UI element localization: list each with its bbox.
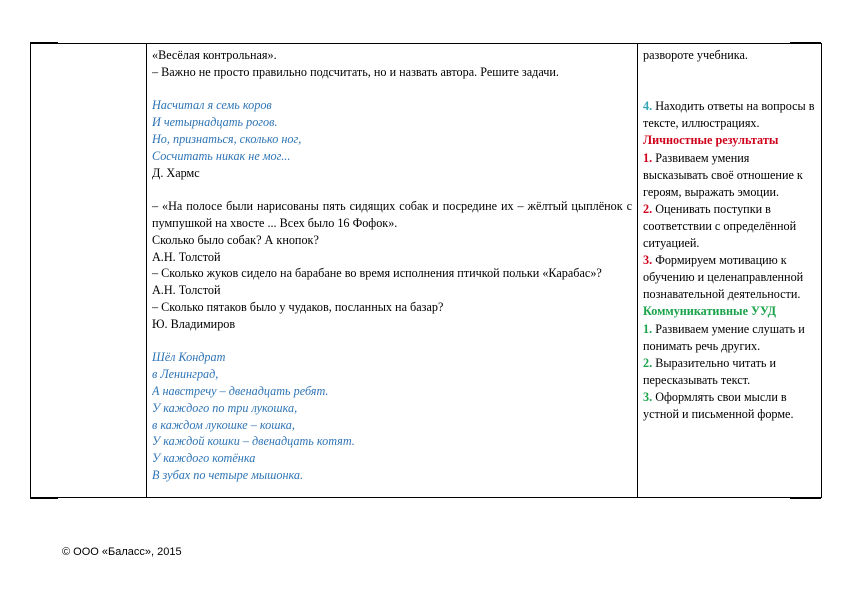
intro-line: «Весёлая контрольная».	[152, 48, 277, 62]
task-question: Сколько было собак? А кнопок?	[152, 232, 319, 247]
communicative-heading: Коммуникативные УУД	[643, 304, 777, 319]
poem-line: в Ленинград,	[152, 367, 219, 382]
list-item	[643, 150, 817, 201]
list-item	[643, 98, 817, 132]
poem-author: Д. Хармс	[152, 165, 200, 180]
item-number: 4.	[643, 99, 653, 114]
corner-mark	[790, 497, 821, 499]
task-author: А.Н. Толстой	[152, 283, 221, 298]
list-item	[643, 355, 817, 389]
poem-line: Шёл Кондрат	[152, 350, 226, 365]
task-text: – «На полосе были нарисованы пять сидящих собак и посредине их – жёлтый цыплёнок с пумпушкой на хвосте ... Всех было 16 Фофок».	[152, 199, 632, 230]
item-number: 2.	[643, 201, 653, 216]
poem-line: У каждого по три лукошка,	[152, 400, 298, 415]
lesson-table	[30, 43, 822, 498]
poem-line: У каждого котёнка	[152, 451, 256, 466]
item-text: Оформлять свои мысли в устной и письменной форме.	[643, 389, 794, 421]
table-row	[31, 44, 822, 498]
list-item	[643, 252, 817, 303]
item-number: 2.	[643, 355, 653, 370]
item-text: Развиваем умение слушать и понимать речь других.	[643, 321, 805, 353]
poem-kondrat	[152, 349, 632, 483]
item-text: Находить ответы на вопросы в тексте, иллюстрациях.	[643, 99, 815, 131]
corner-mark	[30, 42, 58, 44]
item-text: Формируем мотивацию к обучению и целенаправленной познавательной деятельности.	[643, 253, 804, 302]
task-text: – Сколько жуков сидело на барабане во время исполнения птичкой польки «Карабас»?	[152, 266, 602, 281]
outcomes-cell	[638, 44, 822, 498]
list-item	[643, 201, 817, 252]
poem-line: Сосчитать никак не мог...	[152, 148, 291, 163]
poem-line: У каждой кошки – двенадцать котят.	[152, 434, 355, 449]
poem-line: В зубах по четыре мышонка.	[152, 467, 304, 482]
list-item	[643, 389, 817, 423]
item-number: 1.	[643, 321, 653, 336]
list-item	[643, 321, 817, 355]
item-text: Выразительно читать и пересказывать текст.	[643, 355, 777, 387]
task-author: Ю. Владимиров	[152, 316, 236, 331]
personal-results-heading: Личностные результаты	[643, 133, 779, 148]
poem-line: А навстречу – двенадцать ребят.	[152, 383, 329, 398]
task-author: А.Н. Толстой	[152, 249, 221, 264]
corner-mark	[30, 497, 58, 499]
poem-line: Насчитал я семь коров	[152, 98, 272, 113]
item-text: Оценивать поступки в соответствии с определённой ситуацией.	[643, 201, 797, 251]
item-number: 1.	[643, 150, 653, 165]
poem-harms	[152, 97, 632, 164]
corner-mark	[790, 42, 821, 44]
item-text: Развиваем умения высказывать своё отношение к героям, выражать эмоции.	[643, 150, 803, 199]
item-number: 3.	[643, 389, 653, 404]
copyright-footer: © ООО «Баласс», 2015	[62, 546, 182, 558]
task-text: – Сколько пятаков было у чудаков, посланных на базар?	[152, 299, 444, 314]
instruction-text: – Важно не просто правильно подсчитать, но и назвать автора. Решите задачи.	[152, 64, 559, 79]
continuation-text: развороте учебника.	[643, 48, 748, 62]
lesson-content-cell	[147, 44, 638, 498]
item-number: 3.	[643, 253, 653, 268]
poem-line: Но, признаться, сколько ног,	[152, 131, 302, 146]
empty-cell	[31, 44, 147, 498]
poem-line: И четырнадцать рогов.	[152, 115, 278, 130]
poem-line: в каждом лукошке – кошка,	[152, 417, 295, 432]
